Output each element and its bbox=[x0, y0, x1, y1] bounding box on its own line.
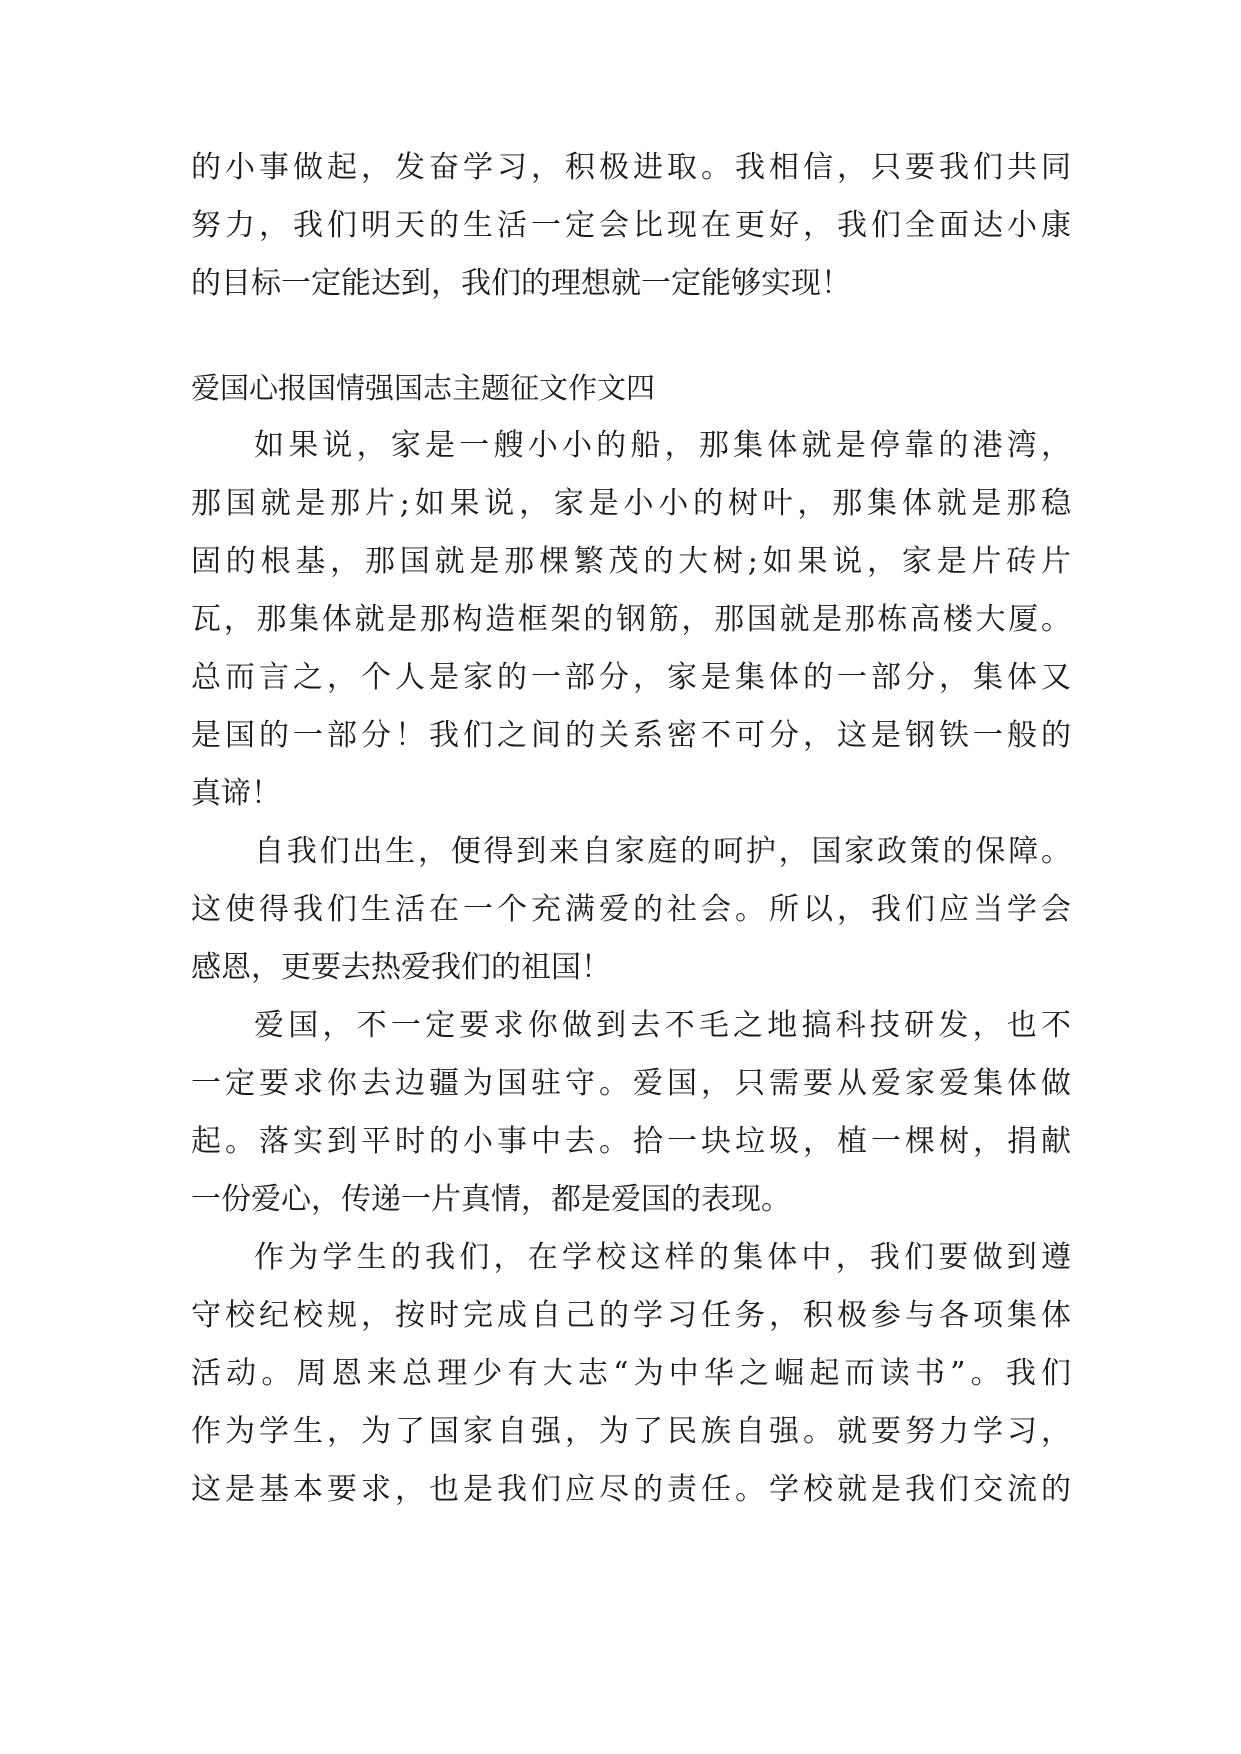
text-line: 的目标一定能达到，我们的理想就一定能够实现！ bbox=[191, 266, 851, 301]
text-line: 努力，我们明天的生活一定会比现在更好，我们全面达小康 bbox=[191, 208, 1071, 243]
text-line: 作为学生的我们，在学校这样的集体中，我们要做到遵 bbox=[254, 1240, 1071, 1275]
text-line: 感恩，更要去热爱我们的祖国！ bbox=[191, 950, 611, 985]
text-line: 活动。周恩来总理少有大志“为中华之崛起而读书”。我们 bbox=[191, 1356, 1071, 1391]
text-line: 这是基本要求，也是我们应尽的责任。学校就是我们交流的 bbox=[191, 1472, 1071, 1507]
text-line: 如果说，家是一艘小小的船，那集体就是停靠的港湾， bbox=[254, 428, 1071, 463]
text-line: 总而言之，个人是家的一部分，家是集体的一部分，集体又 bbox=[191, 660, 1071, 695]
text-line: 这使得我们生活在一个充满爱的社会。所以，我们应当学会 bbox=[191, 892, 1071, 927]
text-line: 作为学生，为了国家自强，为了民族自强。就要努力学习， bbox=[191, 1414, 1071, 1449]
text-line: 一定要求你去边疆为国驻守。爱国，只需要从爱家爱集体做 bbox=[191, 1066, 1071, 1101]
text-line: 瓦，那集体就是那构造框架的钢筋，那国就是那栋高楼大厦。 bbox=[191, 602, 1071, 637]
text-line: 是国的一部分！我们之间的关系密不可分，这是钢铁一般的 bbox=[191, 718, 1071, 753]
text-line: 自我们出生，便得到来自家庭的呵护，国家政策的保障。 bbox=[254, 834, 1071, 869]
text-line: 真谛！ bbox=[191, 776, 281, 811]
section-title: 爱国心报国情强国志主题征文作文四 bbox=[191, 371, 656, 405]
text-line: 爱国，不一定要求你做到去不毛之地搞科技研发，也不 bbox=[254, 1008, 1071, 1043]
text-line: 固的根基，那国就是那棵繁茂的大树;如果说，家是片砖片 bbox=[191, 544, 1071, 579]
text-line: 那国就是那片;如果说，家是小小的树叶，那集体就是那稳 bbox=[191, 486, 1071, 521]
text-line: 起。落实到平时的小事中去。拾一块垃圾，植一棵树，捐献 bbox=[191, 1124, 1071, 1159]
text-line: 守校纪校规，按时完成自己的学习任务，积极参与各项集体 bbox=[191, 1298, 1071, 1333]
text-line: 的小事做起，发奋学习，积极进取。我相信，只要我们共同 bbox=[191, 150, 1071, 185]
text-line: 一份爱心，传递一片真情，都是爱国的表现。 bbox=[191, 1182, 791, 1217]
